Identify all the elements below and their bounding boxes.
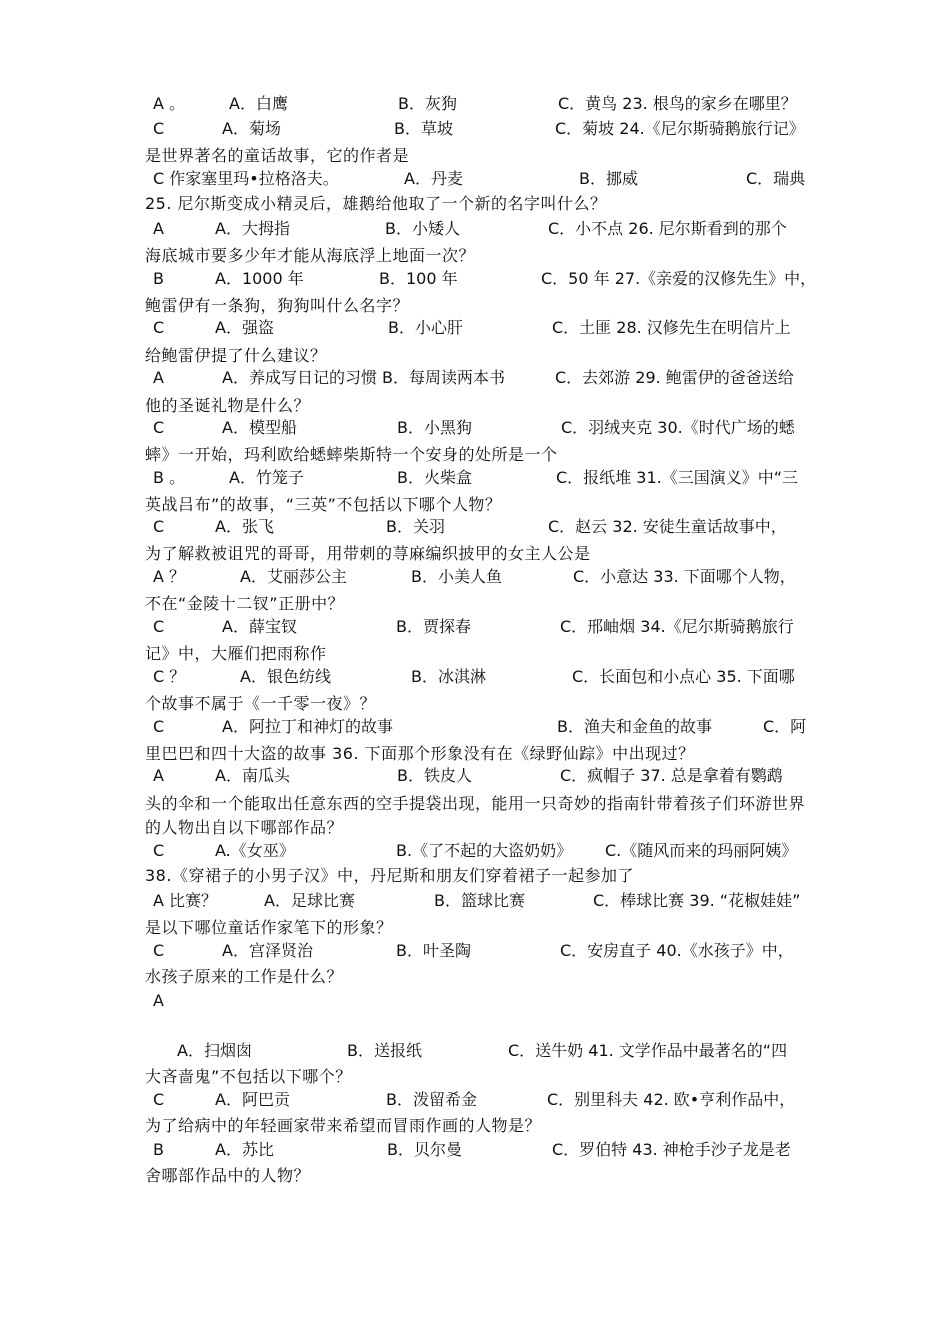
option-c: C．报纸堆 31.《三国演义》中“三 (556, 468, 798, 487)
option-b: B．灰狗 (398, 94, 457, 113)
option-a: A．白鹰 (229, 94, 288, 113)
question-text: 不在“金陵十二钗”正册中？ (145, 594, 345, 613)
option-c: C．罗伯特 43. 神枪手沙子龙是老 (552, 1140, 791, 1159)
option-a: A．足球比赛 (264, 891, 355, 910)
question-text: 的人物出自以下哪部作品？ (145, 818, 344, 837)
question-text: 25. 尼尔斯变成小精灵后，雄鹅给他取了一个新的名字叫什么？ (145, 194, 607, 213)
question-text: 38.《穿裙子的小男子汉》中，丹尼斯和朋友们穿着裙子一起参加了 (145, 866, 634, 885)
option-a: A．南瓜头 (215, 766, 290, 785)
option-a: A．张飞 (215, 517, 274, 536)
option-c: C．阿 (763, 717, 807, 736)
answer-key: C 作家塞里玛•拉格洛夫。 (153, 169, 339, 188)
question-text: 英战吕布”的故事，“三英”不包括以下哪个人物？ (145, 495, 502, 514)
answer-key: C (153, 119, 165, 138)
option-c: C．棒球比赛 39. “花椒娃娃” (593, 891, 801, 910)
answer-key: A (153, 219, 164, 238)
answer-key: B (153, 1140, 164, 1159)
option-c: C．土匪 28. 汉修先生在明信片上 (552, 318, 791, 337)
option-a: A．竹笼子 (229, 468, 304, 487)
answer-key: B 。 (153, 468, 186, 487)
option-c: C．羽绒夹克 30.《时代广场的蟋 (561, 418, 795, 437)
option-a: A．菊场 (222, 119, 281, 138)
option-c: C．赵云 32. 安徒生童话故事中， (548, 517, 787, 536)
option-b: B．泼留希金 (386, 1090, 477, 1109)
option-a: A．银色纺线 (240, 667, 331, 686)
question-text: 为了给病中的年轻画家带来希望而冒雨作画的人物是？ (145, 1116, 542, 1135)
question-text: 记》中，大雁们把雨称作 (145, 644, 327, 663)
option-b: B．100 年 (379, 269, 458, 288)
question-text: 鲍雷伊有一条狗，狗狗叫什么名字？ (145, 296, 410, 315)
question-text: 蟀》一开始，玛利欧给蟋蟀柴斯特一个安身的处所是一个 (145, 445, 558, 464)
option-b: B．送报纸 (347, 1041, 422, 1060)
option-b: B．渔夫和金鱼的故事 (557, 717, 712, 736)
answer-key: A 。 (153, 94, 186, 113)
option-c: C．送牛奶 41. 文学作品中最著名的“四 (508, 1041, 788, 1060)
option-a: A．阿拉丁和神灯的故事 (222, 717, 393, 736)
option-a: A．模型船 (222, 418, 297, 437)
answer-key: C (153, 517, 165, 536)
answer-key: C (153, 1090, 165, 1109)
option-c: C．疯帽子 37. 总是拿着有鹦鹉 (560, 766, 783, 785)
option-c: C．小意达 33. 下面哪个人物， (573, 567, 796, 586)
answer-key: C (153, 841, 165, 860)
option-a: A．强盗 (215, 318, 274, 337)
answer-key: C (153, 418, 165, 437)
answer-key: A (153, 991, 164, 1010)
option-a: A．扫烟囱 (177, 1041, 252, 1060)
option-b: B．火柴盒 (397, 468, 472, 487)
question-text: 头的伞和一个能取出任意东西的空手提袋出现，能用一只奇妙的指南针带着孩子们环游世界 (145, 794, 806, 813)
question-text: 他的圣诞礼物是什么？ (145, 396, 311, 415)
option-a: A．阿巴贡 (215, 1090, 290, 1109)
option-b: B．关羽 (386, 517, 445, 536)
option-c: C．别里科夫 42. 欧•亨利作品中， (547, 1090, 796, 1109)
option-b: B．篮球比赛 (434, 891, 525, 910)
option-b: B.《了不起的大盗奶奶》 (396, 841, 573, 860)
option-b: B．草坡 (394, 119, 453, 138)
option-b: B．叶圣陶 (396, 941, 471, 960)
option-a: A．养成写日记的习惯 B．每周读两本书 (222, 368, 506, 387)
question-text: 给鲍雷伊提了什么建议？ (145, 346, 327, 365)
option-a: A．大拇指 (215, 219, 290, 238)
option-c: C．黄鸟 23. 根鸟的家乡在哪里？ (558, 94, 797, 113)
option-c: C.《随风而来的玛丽阿姨》 (605, 841, 798, 860)
option-b: B．贾探春 (396, 617, 471, 636)
option-a: A．薛宝钗 (222, 617, 297, 636)
question-text: 个故事不属于《一千零一夜》？ (145, 694, 377, 713)
option-b: B．小黑狗 (397, 418, 472, 437)
option-a: A.《女巫》 (215, 841, 295, 860)
option-b: B．冰淇淋 (411, 667, 486, 686)
option-b: B．贝尔曼 (387, 1140, 462, 1159)
option-c: C．去郊游 29. 鲍雷伊的爸爸送给 (555, 368, 794, 387)
option-a: A．苏比 (215, 1140, 274, 1159)
question-text: 海底城市要多少年才能从海底浮上地面一次？ (145, 246, 476, 265)
answer-key: A 比赛？ (153, 891, 218, 910)
option-c: C．长面包和小点心 35. 下面哪 (572, 667, 795, 686)
option-c: C．瑞典 (746, 169, 806, 188)
option-a: A．丹麦 (404, 169, 463, 188)
question-text: 水孩子原来的工作是什么？ (145, 967, 344, 986)
option-c: C．安房直子 40.《水孩子》中， (560, 941, 794, 960)
option-a: A．艾丽莎公主 (240, 567, 347, 586)
answer-key: A (153, 368, 164, 387)
question-text: 为了解救被诅咒的哥哥，用带刺的荨麻编织披甲的女主人公是 (145, 544, 591, 563)
option-b: B．铁皮人 (397, 766, 472, 785)
answer-key: B (153, 269, 164, 288)
question-text: 是以下哪位童话作家笔下的形象？ (145, 918, 393, 937)
answer-key: C (153, 717, 165, 736)
question-text: 大吝啬鬼”不包括以下哪个？ (145, 1067, 352, 1086)
option-b: B．小美人鱼 (411, 567, 502, 586)
answer-key: A (153, 766, 164, 785)
option-a: A．1000 年 (215, 269, 304, 288)
option-b: B．挪威 (579, 169, 638, 188)
answer-key: C (153, 318, 165, 337)
answer-key: C (153, 617, 165, 636)
answer-key: C (153, 941, 165, 960)
option-b: B．小心肝 (388, 318, 463, 337)
option-a: A．宫泽贤治 (222, 941, 313, 960)
option-b: B．小矮人 (385, 219, 460, 238)
option-c: C．邢岫烟 34.《尼尔斯骑鹅旅行 (560, 617, 794, 636)
option-c: C．50 年 27.《亲爱的汉修先生》中， (541, 269, 817, 288)
answer-key: C ？ (153, 667, 186, 686)
answer-key: A ？ (153, 567, 186, 586)
option-c: C．菊坡 24.《尼尔斯骑鹅旅行记》 (555, 119, 805, 138)
question-text: 舍哪部作品中的人物？ (145, 1166, 311, 1185)
option-c: C．小不点 26. 尼尔斯看到的那个 (548, 219, 787, 238)
question-text: 里巴巴和四十大盗的故事 36. 下面那个形象没有在《绿野仙踪》中出现过？ (145, 744, 695, 763)
question-text: 是世界著名的童话故事，它的作者是 (145, 146, 410, 165)
